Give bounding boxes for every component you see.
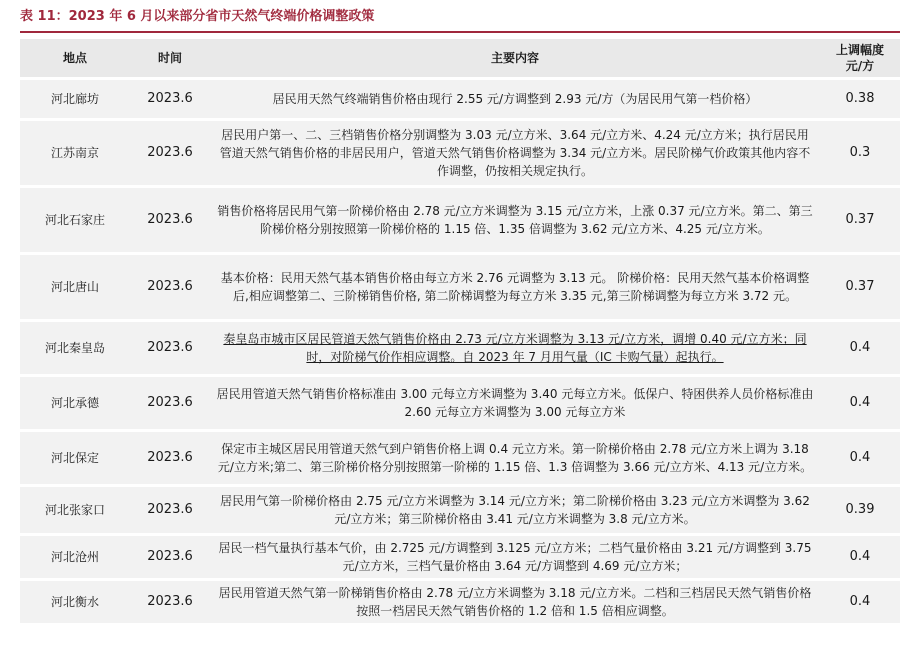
table-row <box>20 487 900 533</box>
cell-increase: 0.4 <box>820 377 900 429</box>
cell-content: 销售价格将居民用气第一阶梯价格由 2.78 元/立方米调整为 3.15 元/立方米，上涨 0.37 元/立方米。第二、第三阶梯价格分别按照第一阶梯价格的 1.15 倍、1.35 倍调整为 3.62 元/立方米、4.25 元/立方米。 <box>210 188 820 252</box>
cell-increase: 0.4 <box>820 432 900 484</box>
table-row <box>20 255 900 319</box>
header-time: 时间 <box>130 39 210 77</box>
table-row <box>20 377 900 429</box>
cell-time: 2023.6 <box>130 536 210 578</box>
cell-place: 河北承德 <box>20 377 130 429</box>
cell-content: 居民一档气量执行基本气价，由 2.725 元/方调整到 3.125 元/立方米；二档气量价格由 3.21 元/方调整到 3.75 元/立方米，三档气量价格由 3.64 元/方调整到 4.69 元/立方米； <box>210 536 820 578</box>
cell-place: 江苏南京 <box>20 121 130 185</box>
cell-content: 居民用气第一阶梯价格由 2.75 元/立方米调整为 3.14 元/立方米；第二阶梯价格由 3.23 元/立方米调整为 3.62 元/立方米；第三阶梯价格由 3.41 元/立方米调整为 3.8 元/立方米。 <box>210 487 820 533</box>
table-title: 表 11：2023 年 6 月以来部分省市天然气终端价格调整政策 <box>20 9 375 24</box>
cell-content <box>210 322 820 374</box>
cell-content: 居民用管道天然气第一阶梯销售价格由 2.78 元/立方米调整为 3.18 元/立方米。二档和三档居民天然气销售价格按照一档居民天然气销售价格的 1.2 倍和 1.5 倍相应调整。 <box>210 581 820 623</box>
cell-place: 河北唐山 <box>20 255 130 319</box>
table-header-row <box>20 39 900 77</box>
cell-time: 2023.6 <box>130 432 210 484</box>
cell-increase: 0.4 <box>820 322 900 374</box>
table-row <box>20 536 900 578</box>
table-row <box>20 432 900 484</box>
cell-time: 2023.6 <box>130 121 210 185</box>
cell-increase: 0.37 <box>820 255 900 319</box>
cell-content: 居民用天然气终端销售价格由现行 2.55 元/方调整到 2.93 元/方（为居民用气第一档价格） <box>210 80 820 118</box>
cell-content-text: 秦皇岛市城市区居民管道天然气销售价格由 2.73 元/立方米调整为 3.13 元/立方米，调增 0.40 元/立方米；同时，对阶梯气价作相应调整。自 2023 年 7 月用气量（IC 卡购气量）起执行。 <box>223 332 807 364</box>
cell-place: 河北秦皇岛 <box>20 322 130 374</box>
cell-content: 居民用管道天然气销售价格标准由 3.00 元每立方米调整为 3.40 元每立方米。低保户、特困供养人员价格标准由 2.60 元每立方米调整为 3.00 元每立方米 <box>210 377 820 429</box>
cell-increase: 0.37 <box>820 188 900 252</box>
cell-place: 河北廊坊 <box>20 80 130 118</box>
price-policy-table <box>20 36 900 626</box>
cell-place: 河北衡水 <box>20 581 130 623</box>
header-increase-line1: 上调幅度 <box>835 43 884 57</box>
cell-time: 2023.6 <box>130 255 210 319</box>
cell-increase: 0.4 <box>820 536 900 578</box>
cell-time: 2023.6 <box>130 322 210 374</box>
cell-content: 保定市主城区居民用管道天然气到户销售价格上调 0.4 元立方米。第一阶梯价格由 2.78 元/立方米上调为 3.18 元/立方米;第二、第三阶梯价格分别按照第一阶梯的 1.15 倍、1.3 倍调整为 3.66 元/立方米、4.13 元/立方米。 <box>210 432 820 484</box>
header-increase <box>820 39 900 77</box>
cell-place: 河北沧州 <box>20 536 130 578</box>
cell-place: 河北石家庄 <box>20 188 130 252</box>
cell-time: 2023.6 <box>130 487 210 533</box>
cell-increase: 0.4 <box>820 581 900 623</box>
table-row <box>20 322 900 374</box>
cell-place: 河北张家口 <box>20 487 130 533</box>
table-row <box>20 80 900 118</box>
table-row <box>20 581 900 623</box>
cell-time: 2023.6 <box>130 80 210 118</box>
cell-increase: 0.3 <box>820 121 900 185</box>
cell-place: 河北保定 <box>20 432 130 484</box>
cell-increase: 0.39 <box>820 487 900 533</box>
table-row <box>20 121 900 185</box>
cell-content: 基本价格：民用天然气基本销售价格由每立方米 2.76 元调整为 3.13 元。 阶梯价格：民用天然气基本价格调整后,相应调整第二、三阶梯销售价格, 第二阶梯调整为每立方米 3.35 元,第三阶梯调整为每立方米 3.72 元。 <box>210 255 820 319</box>
cell-time: 2023.6 <box>130 188 210 252</box>
header-increase-line2: 元/方 <box>845 59 875 73</box>
table-row <box>20 188 900 252</box>
header-content: 主要内容 <box>210 39 820 77</box>
cell-content: 居民用户第一、二、三档销售价格分别调整为 3.03 元/立方米、3.64 元/立方米、4.24 元/立方米；执行居民用管道天然气销售价格的非居民用户，管道天然气销售价格调整为 3.34 元/立方米。居民阶梯气价政策其他内容不作调整，仍按相关规定执行。 <box>210 121 820 185</box>
cell-increase: 0.38 <box>820 80 900 118</box>
cell-time: 2023.6 <box>130 581 210 623</box>
header-place: 地点 <box>20 39 130 77</box>
cell-time: 2023.6 <box>130 377 210 429</box>
title-divider <box>20 31 900 33</box>
